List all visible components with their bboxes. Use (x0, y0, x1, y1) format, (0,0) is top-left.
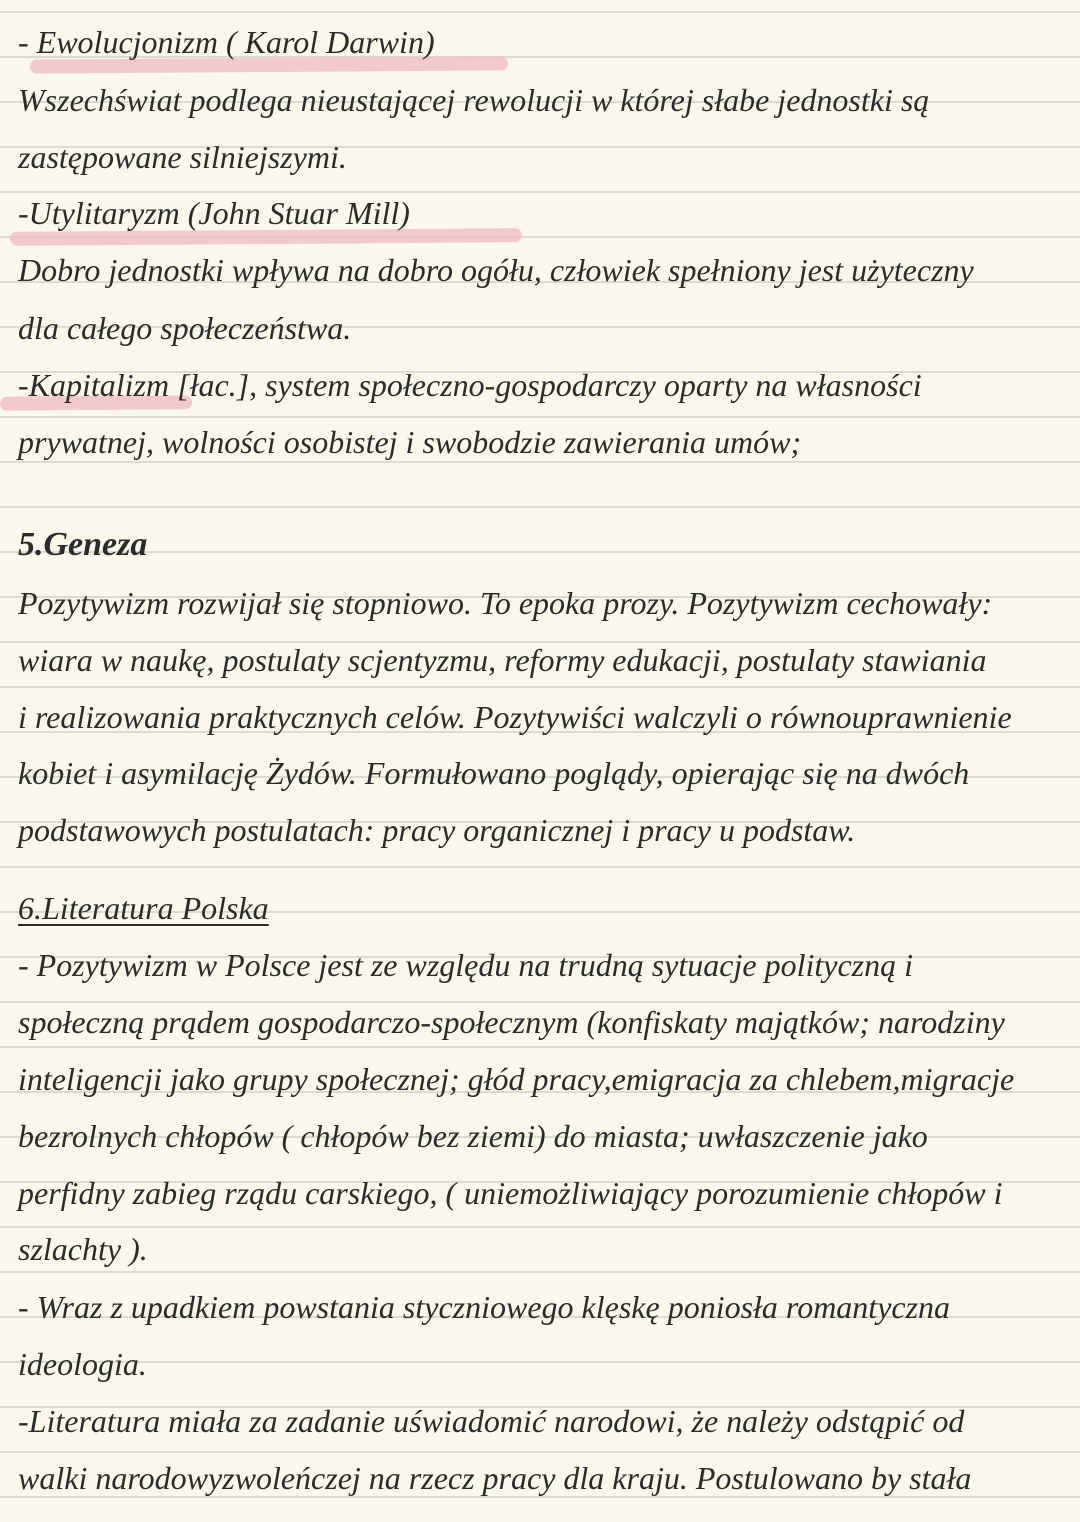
text-line: i realizowania praktycznych celów. Pozytywiści walczyli o równouprawnienie (18, 699, 1012, 735)
text-line: kobiet i asymilację Żydów. Formułowano poglądy, opierając się na dwóch (18, 755, 970, 791)
term-heading: - Ewolucjonizm ( Karol Darwin) (18, 24, 435, 60)
text-line: -Literatura miała za zadanie uświadomić narodowi, że należy odstąpić od (18, 1403, 965, 1439)
text-line: Wszechświat podlega nieustającej rewolucji w której słabe jednostki są (18, 82, 930, 118)
text-line: podstawowych postulatach: pracy organicznej i pracy u podstaw. (18, 812, 856, 848)
text-line: zastępowane silniejszymi. (18, 139, 347, 175)
section-heading: 6.Literatura Polska (18, 890, 269, 926)
text-line: inteligencji jako grupy społecznej; głód pracy,emigracja za chlebem,migracje (18, 1061, 1015, 1097)
text-line: wiara w naukę, postulaty scjentyzmu, reformy edukacji, postulaty stawiania (18, 642, 987, 678)
text-line: bezrolnych chłopów ( chłopów bez ziemi) do miasta; uwłaszczenie jako (18, 1118, 928, 1154)
text-line: prywatnej, wolności osobistej i swobodzie zawierania umów; (18, 424, 802, 460)
text-line: Pozytywizm rozwijał się stopniowo. To epoka prozy. Pozytywizm cechowały: (18, 585, 993, 621)
section-heading: 5.Geneza (18, 526, 148, 563)
text-line: Dobro jednostki wpływa na dobro ogółu, człowiek spełniony jest użyteczny (18, 252, 974, 288)
text-line: dla całego społeczeństwa. (18, 310, 352, 346)
term-heading: -Utylitaryzm (John Stuar Mill) (18, 195, 410, 231)
term-heading: -Kapitalizm [łac.], system społeczno-gospodarczy oparty na własności (18, 367, 922, 403)
text-line: społeczną prądem gospodarczo-społecznym (konfiskaty majątków; narodziny (18, 1004, 1005, 1040)
text-line: walki narodowyzwoleńczej na rzecz pracy dla kraju. Postulowano by stała (18, 1460, 972, 1496)
text-line: szlachty ). (18, 1231, 148, 1267)
text-line: perfidny zabieg rządu carskiego, ( uniemożliwiający porozumienie chłopów i (18, 1175, 1003, 1211)
text-line: - Pozytywizm w Polsce jest ze względu na trudną sytuacje polityczną i (18, 947, 913, 983)
text-line: - Wraz z upadkiem powstania styczniowego klęskę poniosła romantyczna (18, 1289, 951, 1325)
text-line: ideologia. (18, 1346, 147, 1382)
